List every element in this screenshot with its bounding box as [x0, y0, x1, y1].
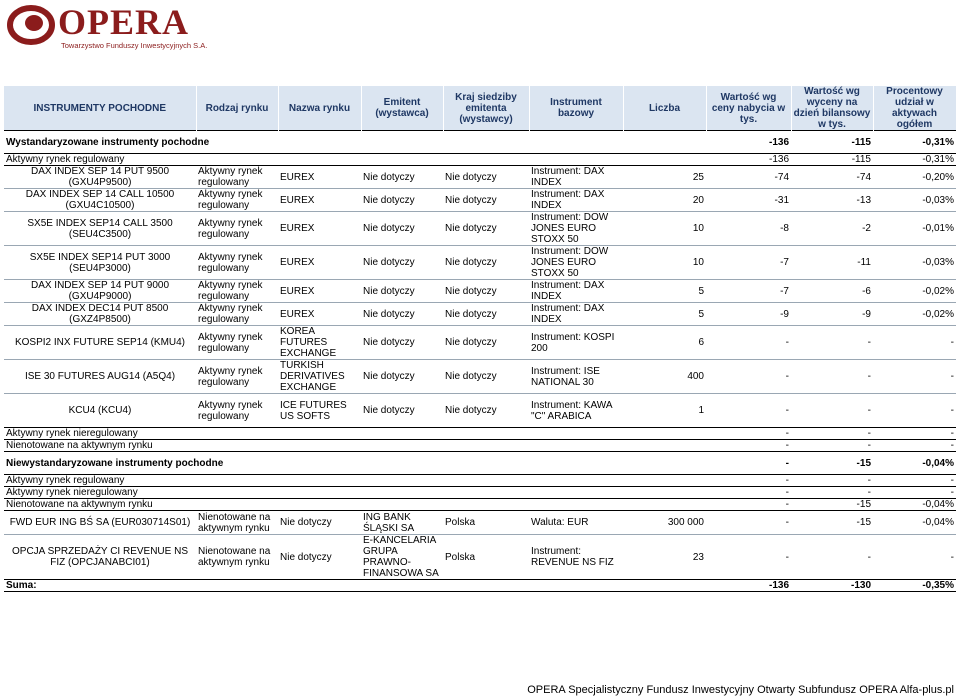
cell-nazwa: EUREX: [278, 280, 361, 303]
cell-value: -0,35%: [873, 580, 956, 592]
cell-emitent: Nie dotyczy: [361, 189, 443, 212]
cell-value: -: [706, 360, 791, 394]
table-row: [4, 394, 956, 428]
header-procent: Procentowy udział w aktywach ogółem: [873, 86, 956, 131]
cell-kraj: Nie dotyczy: [443, 212, 529, 246]
cell-value: -: [873, 440, 956, 452]
cell-value: -15: [791, 511, 873, 535]
subsection-label: Aktywny rynek nieregulowany: [4, 487, 706, 499]
table-row: [4, 246, 956, 280]
cell-liczba: 10: [623, 212, 706, 246]
cell-emitent: ING BANK ŚLĄSKI SA: [361, 511, 443, 535]
cell-rynek: Aktywny rynek regulowany: [196, 166, 278, 189]
cell-emitent: Nie dotyczy: [361, 326, 443, 360]
cell-value: -115: [791, 131, 873, 154]
subsection-row: [4, 499, 956, 511]
cell-rynek: Aktywny rynek regulowany: [196, 303, 278, 326]
cell-liczba: 23: [623, 535, 706, 580]
header-bazowy: Instrument bazowy: [529, 86, 623, 131]
cell-name: DAX INDEX SEP 14 CALL 10500 (GXU4C10500): [4, 189, 196, 212]
table-row: [4, 166, 956, 189]
header-wartosc-wyceny: Wartość wg wyceny na dzień bilansowy w tys.: [791, 86, 873, 131]
cell-value: -31: [706, 189, 791, 212]
table-row: [4, 280, 956, 303]
subsection-label: Aktywny rynek regulowany: [4, 475, 706, 487]
table-row: [4, 535, 956, 580]
cell-nazwa: EUREX: [278, 246, 361, 280]
table-row: [4, 511, 956, 535]
cell-value: -15: [791, 452, 873, 475]
cell-liczba: 10: [623, 246, 706, 280]
cell-value: -2: [791, 212, 873, 246]
cell-liczba: 20: [623, 189, 706, 212]
cell-bazowy: Instrument: DOW JONES EURO STOXX 50: [529, 246, 623, 280]
section-row: [4, 452, 956, 475]
cell-bazowy: Instrument: DAX INDEX: [529, 189, 623, 212]
cell-value: -: [706, 487, 791, 499]
cell-rynek: Aktywny rynek regulowany: [196, 360, 278, 394]
section-title: Niewystandaryzowane instrumenty pochodne: [4, 452, 706, 475]
cell-name: KCU4 (KCU4): [4, 394, 196, 428]
cell-liczba: 300 000: [623, 511, 706, 535]
cell-rynek: Aktywny rynek regulowany: [196, 189, 278, 212]
cell-value: -: [791, 326, 873, 360]
table-row: [4, 189, 956, 212]
header-instrument: INSTRUMENTY POCHODNE: [4, 86, 196, 131]
subsection-label: Aktywny rynek nieregulowany: [4, 428, 706, 440]
cell-value: -130: [791, 580, 873, 592]
cell-rynek: Aktywny rynek regulowany: [196, 246, 278, 280]
logo-brand: OPERA: [58, 2, 189, 42]
cell-liczba: 5: [623, 303, 706, 326]
cell-bazowy: Instrument: DOW JONES EURO STOXX 50: [529, 212, 623, 246]
cell-value: -115: [791, 154, 873, 166]
cell-value: -0,04%: [873, 511, 956, 535]
cell-emitent: Nie dotyczy: [361, 280, 443, 303]
cell-value: -136: [706, 154, 791, 166]
cell-name: DAX INDEX SEP 14 PUT 9000 (GXU4P9000): [4, 280, 196, 303]
cell-rynek: Aktywny rynek regulowany: [196, 280, 278, 303]
cell-value: -: [873, 326, 956, 360]
cell-kraj: Nie dotyczy: [443, 246, 529, 280]
cell-liczba: 1: [623, 394, 706, 428]
subsection-row: [4, 428, 956, 440]
subsection-row: [4, 154, 956, 166]
cell-name: KOSPI2 INX FUTURE SEP14 (KMU4): [4, 326, 196, 360]
cell-value: -: [791, 428, 873, 440]
cell-value: -: [873, 487, 956, 499]
cell-nazwa: EUREX: [278, 303, 361, 326]
cell-rynek: Nienotowane na aktywnym rynku: [196, 511, 278, 535]
table-row: [4, 326, 956, 360]
cell-value: -: [791, 475, 873, 487]
page-footer: OPERA Specjalistyczny Fundusz Inwestycyjny Otwarty Subfundusz OPERA Alfa-plus.pl: [527, 684, 954, 696]
sum-label: Suma:: [4, 580, 706, 592]
cell-value: -136: [706, 131, 791, 154]
cell-rynek: Aktywny rynek regulowany: [196, 394, 278, 428]
cell-kraj: Nie dotyczy: [443, 394, 529, 428]
header-nazwa-rynku: Nazwa rynku: [278, 86, 361, 131]
cell-value: -0,02%: [873, 303, 956, 326]
cell-nazwa: KOREA FUTURES EXCHANGE: [278, 326, 361, 360]
cell-bazowy: Instrument: KAWA "C" ARABICA: [529, 394, 623, 428]
cell-value: -: [873, 360, 956, 394]
cell-value: -7: [706, 280, 791, 303]
cell-nazwa: ICE FUTURES US SOFTS: [278, 394, 361, 428]
cell-name: SX5E INDEX SEP14 PUT 3000 (SEU4P3000): [4, 246, 196, 280]
cell-emitent: Nie dotyczy: [361, 212, 443, 246]
subsection-row: [4, 475, 956, 487]
cell-value: -: [706, 535, 791, 580]
cell-nazwa: Nie dotyczy: [278, 511, 361, 535]
cell-value: -: [791, 487, 873, 499]
cell-value: -: [791, 360, 873, 394]
cell-kraj: Nie dotyczy: [443, 360, 529, 394]
cell-nazwa: TURKISH DERIVATIVES EXCHANGE: [278, 360, 361, 394]
opera-logo: [6, 3, 216, 51]
cell-value: -11: [791, 246, 873, 280]
cell-name: ISE 30 FUTURES AUG14 (A5Q4): [4, 360, 196, 394]
cell-value: -: [706, 452, 791, 475]
section-title: Wystandaryzowane instrumenty pochodne: [4, 131, 706, 154]
section-row: [4, 131, 956, 154]
cell-name: OPCJA SPRZEDAŻY CI REVENUE NS FIZ (OPCJANABCI01): [4, 535, 196, 580]
cell-bazowy: Instrument: DAX INDEX: [529, 303, 623, 326]
cell-nazwa: EUREX: [278, 166, 361, 189]
cell-value: -9: [791, 303, 873, 326]
derivatives-table: [4, 86, 957, 592]
cell-value: -74: [791, 166, 873, 189]
cell-emitent: Nie dotyczy: [361, 303, 443, 326]
table-row: [4, 360, 956, 394]
cell-rynek: Aktywny rynek regulowany: [196, 212, 278, 246]
cell-bazowy: Instrument: DAX INDEX: [529, 280, 623, 303]
sum-row: [4, 580, 956, 592]
cell-value: -13: [791, 189, 873, 212]
cell-value: -15: [791, 499, 873, 511]
cell-value: -: [791, 440, 873, 452]
header-row: [4, 86, 956, 131]
cell-value: -8: [706, 212, 791, 246]
cell-name: FWD EUR ING BŚ SA (EUR030714S01): [4, 511, 196, 535]
cell-value: -0,01%: [873, 212, 956, 246]
cell-value: -0,20%: [873, 166, 956, 189]
cell-kraj: Polska: [443, 511, 529, 535]
cell-value: -0,31%: [873, 154, 956, 166]
cell-value: -0,02%: [873, 280, 956, 303]
cell-nazwa: EUREX: [278, 212, 361, 246]
cell-emitent: Nie dotyczy: [361, 360, 443, 394]
cell-bazowy: Waluta: EUR: [529, 511, 623, 535]
subsection-label: Nienotowane na aktywnym rynku: [4, 499, 706, 511]
cell-value: -74: [706, 166, 791, 189]
header-wartosc-nabycia: Wartość wg ceny nabycia w tys.: [706, 86, 791, 131]
cell-value: -: [873, 535, 956, 580]
cell-value: -: [706, 511, 791, 535]
cell-value: -: [706, 440, 791, 452]
table-row: [4, 212, 956, 246]
cell-kraj: Nie dotyczy: [443, 326, 529, 360]
cell-rynek: Nienotowane na aktywnym rynku: [196, 535, 278, 580]
cell-kraj: Polska: [443, 535, 529, 580]
table-row: [4, 303, 956, 326]
subsection-row: [4, 440, 956, 452]
cell-liczba: 25: [623, 166, 706, 189]
cell-value: -136: [706, 580, 791, 592]
cell-kraj: Nie dotyczy: [443, 303, 529, 326]
cell-bazowy: Instrument: ISE NATIONAL 30: [529, 360, 623, 394]
cell-nazwa: EUREX: [278, 189, 361, 212]
header-kraj: Kraj siedziby emitenta (wystawcy): [443, 86, 529, 131]
cell-bazowy: Instrument: REVENUE NS FIZ: [529, 535, 623, 580]
subsection-label: Nienotowane na aktywnym rynku: [4, 440, 706, 452]
cell-value: -: [706, 326, 791, 360]
cell-kraj: Nie dotyczy: [443, 166, 529, 189]
subsection-label: Aktywny rynek regulowany: [4, 154, 706, 166]
cell-liczba: 400: [623, 360, 706, 394]
cell-liczba: 5: [623, 280, 706, 303]
cell-value: -: [873, 428, 956, 440]
header-liczba: Liczba: [623, 86, 706, 131]
cell-liczba: 6: [623, 326, 706, 360]
cell-value: -0,31%: [873, 131, 956, 154]
cell-value: -: [706, 499, 791, 511]
cell-value: -0,03%: [873, 246, 956, 280]
logo-ring-icon: [6, 3, 56, 47]
cell-nazwa: Nie dotyczy: [278, 535, 361, 580]
header-rynek: Rodzaj rynku: [196, 86, 278, 131]
cell-value: -: [791, 535, 873, 580]
cell-value: -6: [791, 280, 873, 303]
cell-rynek: Aktywny rynek regulowany: [196, 326, 278, 360]
cell-emitent: Nie dotyczy: [361, 246, 443, 280]
cell-bazowy: Instrument: DAX INDEX: [529, 166, 623, 189]
cell-emitent: Nie dotyczy: [361, 394, 443, 428]
cell-value: -0,04%: [873, 452, 956, 475]
cell-value: -0,03%: [873, 189, 956, 212]
cell-value: -: [706, 475, 791, 487]
cell-value: -0,04%: [873, 499, 956, 511]
cell-name: SX5E INDEX SEP14 CALL 3500 (SEU4C3500): [4, 212, 196, 246]
cell-value: -: [873, 475, 956, 487]
cell-value: -7: [706, 246, 791, 280]
cell-kraj: Nie dotyczy: [443, 280, 529, 303]
cell-bazowy: Instrument: KOSPI 200: [529, 326, 623, 360]
cell-value: -: [873, 394, 956, 428]
cell-value: -9: [706, 303, 791, 326]
header-emitent: Emitent (wystawca): [361, 86, 443, 131]
cell-value: -: [706, 428, 791, 440]
cell-name: DAX INDEX DEC14 PUT 8500 (GXZ4P8500): [4, 303, 196, 326]
cell-emitent: E-KANCELARIA GRUPA PRAWNO-FINANSOWA SA: [361, 535, 443, 580]
cell-name: DAX INDEX SEP 14 PUT 9500 (GXU4P9500): [4, 166, 196, 189]
cell-value: -: [706, 394, 791, 428]
logo-tagline: Towarzystwo Funduszy Inwestycyjnych S.A.: [61, 41, 208, 50]
cell-kraj: Nie dotyczy: [443, 189, 529, 212]
cell-value: -: [791, 394, 873, 428]
cell-emitent: Nie dotyczy: [361, 166, 443, 189]
subsection-row: [4, 487, 956, 499]
